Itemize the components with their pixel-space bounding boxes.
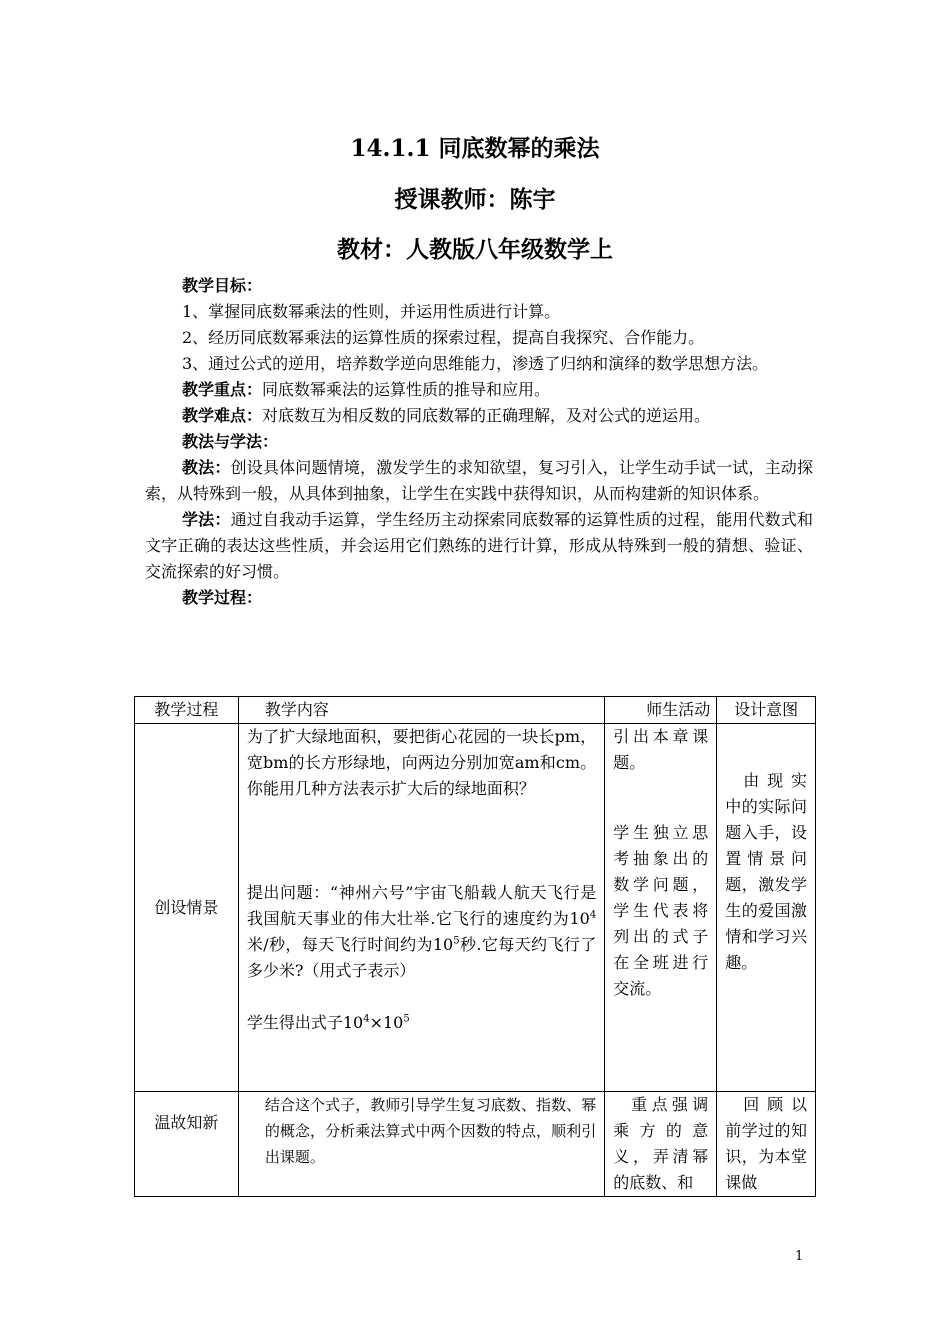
stage-cell: 创设情景 [135, 724, 239, 1092]
content-question: 提出问题：“神州六号”宇宙飞船载人航天飞行是我国航天事业的伟大壮举.它飞行的速度约为$10^4$米/秒，每天飞行时间约为$10^5$秒.它每天约飞行了多少米?（用式子表示） [246, 883, 597, 980]
learning-method: 学法：通过自我动手运算，学生经历主动探索同底数幂的运算性质的过程，能用代数式和文字正确的表达这些性质，并会运用它们熟练的进行计算，形成从特殊到一般的猜想、验证、交流探索的好习惯。 [145, 510, 813, 581]
page-number: 1 [795, 1249, 804, 1264]
process-table [134, 696, 816, 1197]
activity-cell: 重点强调乘方的意义，弄清幂的底数、和 [605, 1092, 717, 1197]
teaching-method: 教法：创设具体问题情境，激发学生的求知欲望，复习引入，让学生动手试一试，主动探索，从特殊到一般，从具体到抽象，让学生在实践中获得知识，从而构建新的知识体系。 [145, 458, 813, 503]
activity-discussion: 学生独立思考抽象出的数学问题，学生代表将列出的式子在全班进行交流。 [613, 823, 709, 998]
content-expression: 学生得出式子$10^4\times 10^5$ [246, 1013, 410, 1032]
header-content: 教学内容 [238, 697, 604, 724]
process-heading: 教学过程： [182, 588, 263, 607]
table-header-row [135, 697, 816, 724]
intent-cell [717, 724, 816, 1092]
objectives-heading: 教学目标： [182, 276, 263, 295]
textbook-line: 教材：人教版八年级数学上 [337, 236, 613, 263]
methods-heading: 教法与学法： [182, 432, 279, 451]
table-row [135, 724, 816, 1092]
content-cell: 结合这个式子，教师引导学生复习底数、指数、幂的概念，分析乘法算式中两个因数的特点，顺利引出课题。 [238, 1092, 604, 1197]
teacher-line: 授课教师：陈宇 [394, 186, 556, 213]
activity-cell [605, 724, 717, 1092]
header-intent: 设计意图 [717, 697, 816, 724]
header-activity: 师生活动 [605, 697, 717, 724]
header-stage: 教学过程 [135, 697, 239, 724]
activity-intro: 引出本章课题。 [613, 727, 709, 772]
objective-item: 2、经历同底数幂乘法的运算性质的探索过程，提高自我探究、合作能力。 [182, 328, 705, 347]
key-point: 教学重点：同底数幂乘法的运算性质的推导和应用。 [182, 380, 551, 399]
content-scenario: 为了扩大绿地面积，要把街心花园的一块长pm，宽bm的长方形绿地，向两边分别加宽am和cm。你能用几种方法表示扩大后的绿地面积？ [246, 727, 597, 798]
intent-cell: 回顾以前学过的知识，为本堂课做 [717, 1092, 816, 1197]
doc-title: 14.1.1 同底数幂的乘法 [350, 135, 600, 162]
difficulty: 教学难点：对底数互为相反数的同底数幂的正确理解，及对公式的逆运用。 [182, 406, 711, 425]
lesson-intro [145, 273, 813, 611]
content-cell [238, 724, 604, 1092]
objective-item: 3、通过公式的逆用，培养数学逆向思维能力，渗透了归纳和演绎的数学思想方法。 [182, 354, 769, 373]
objective-item: 1、掌握同底数幂乘法的性则，并运用性质进行计算。 [182, 302, 561, 321]
table-row [135, 1092, 816, 1197]
intent-text: 由现实中的实际问题入手，设置情景问题，激发学生的爱国激情和学习兴趣。 [725, 771, 807, 972]
stage-cell: 温故知新 [135, 1092, 239, 1197]
